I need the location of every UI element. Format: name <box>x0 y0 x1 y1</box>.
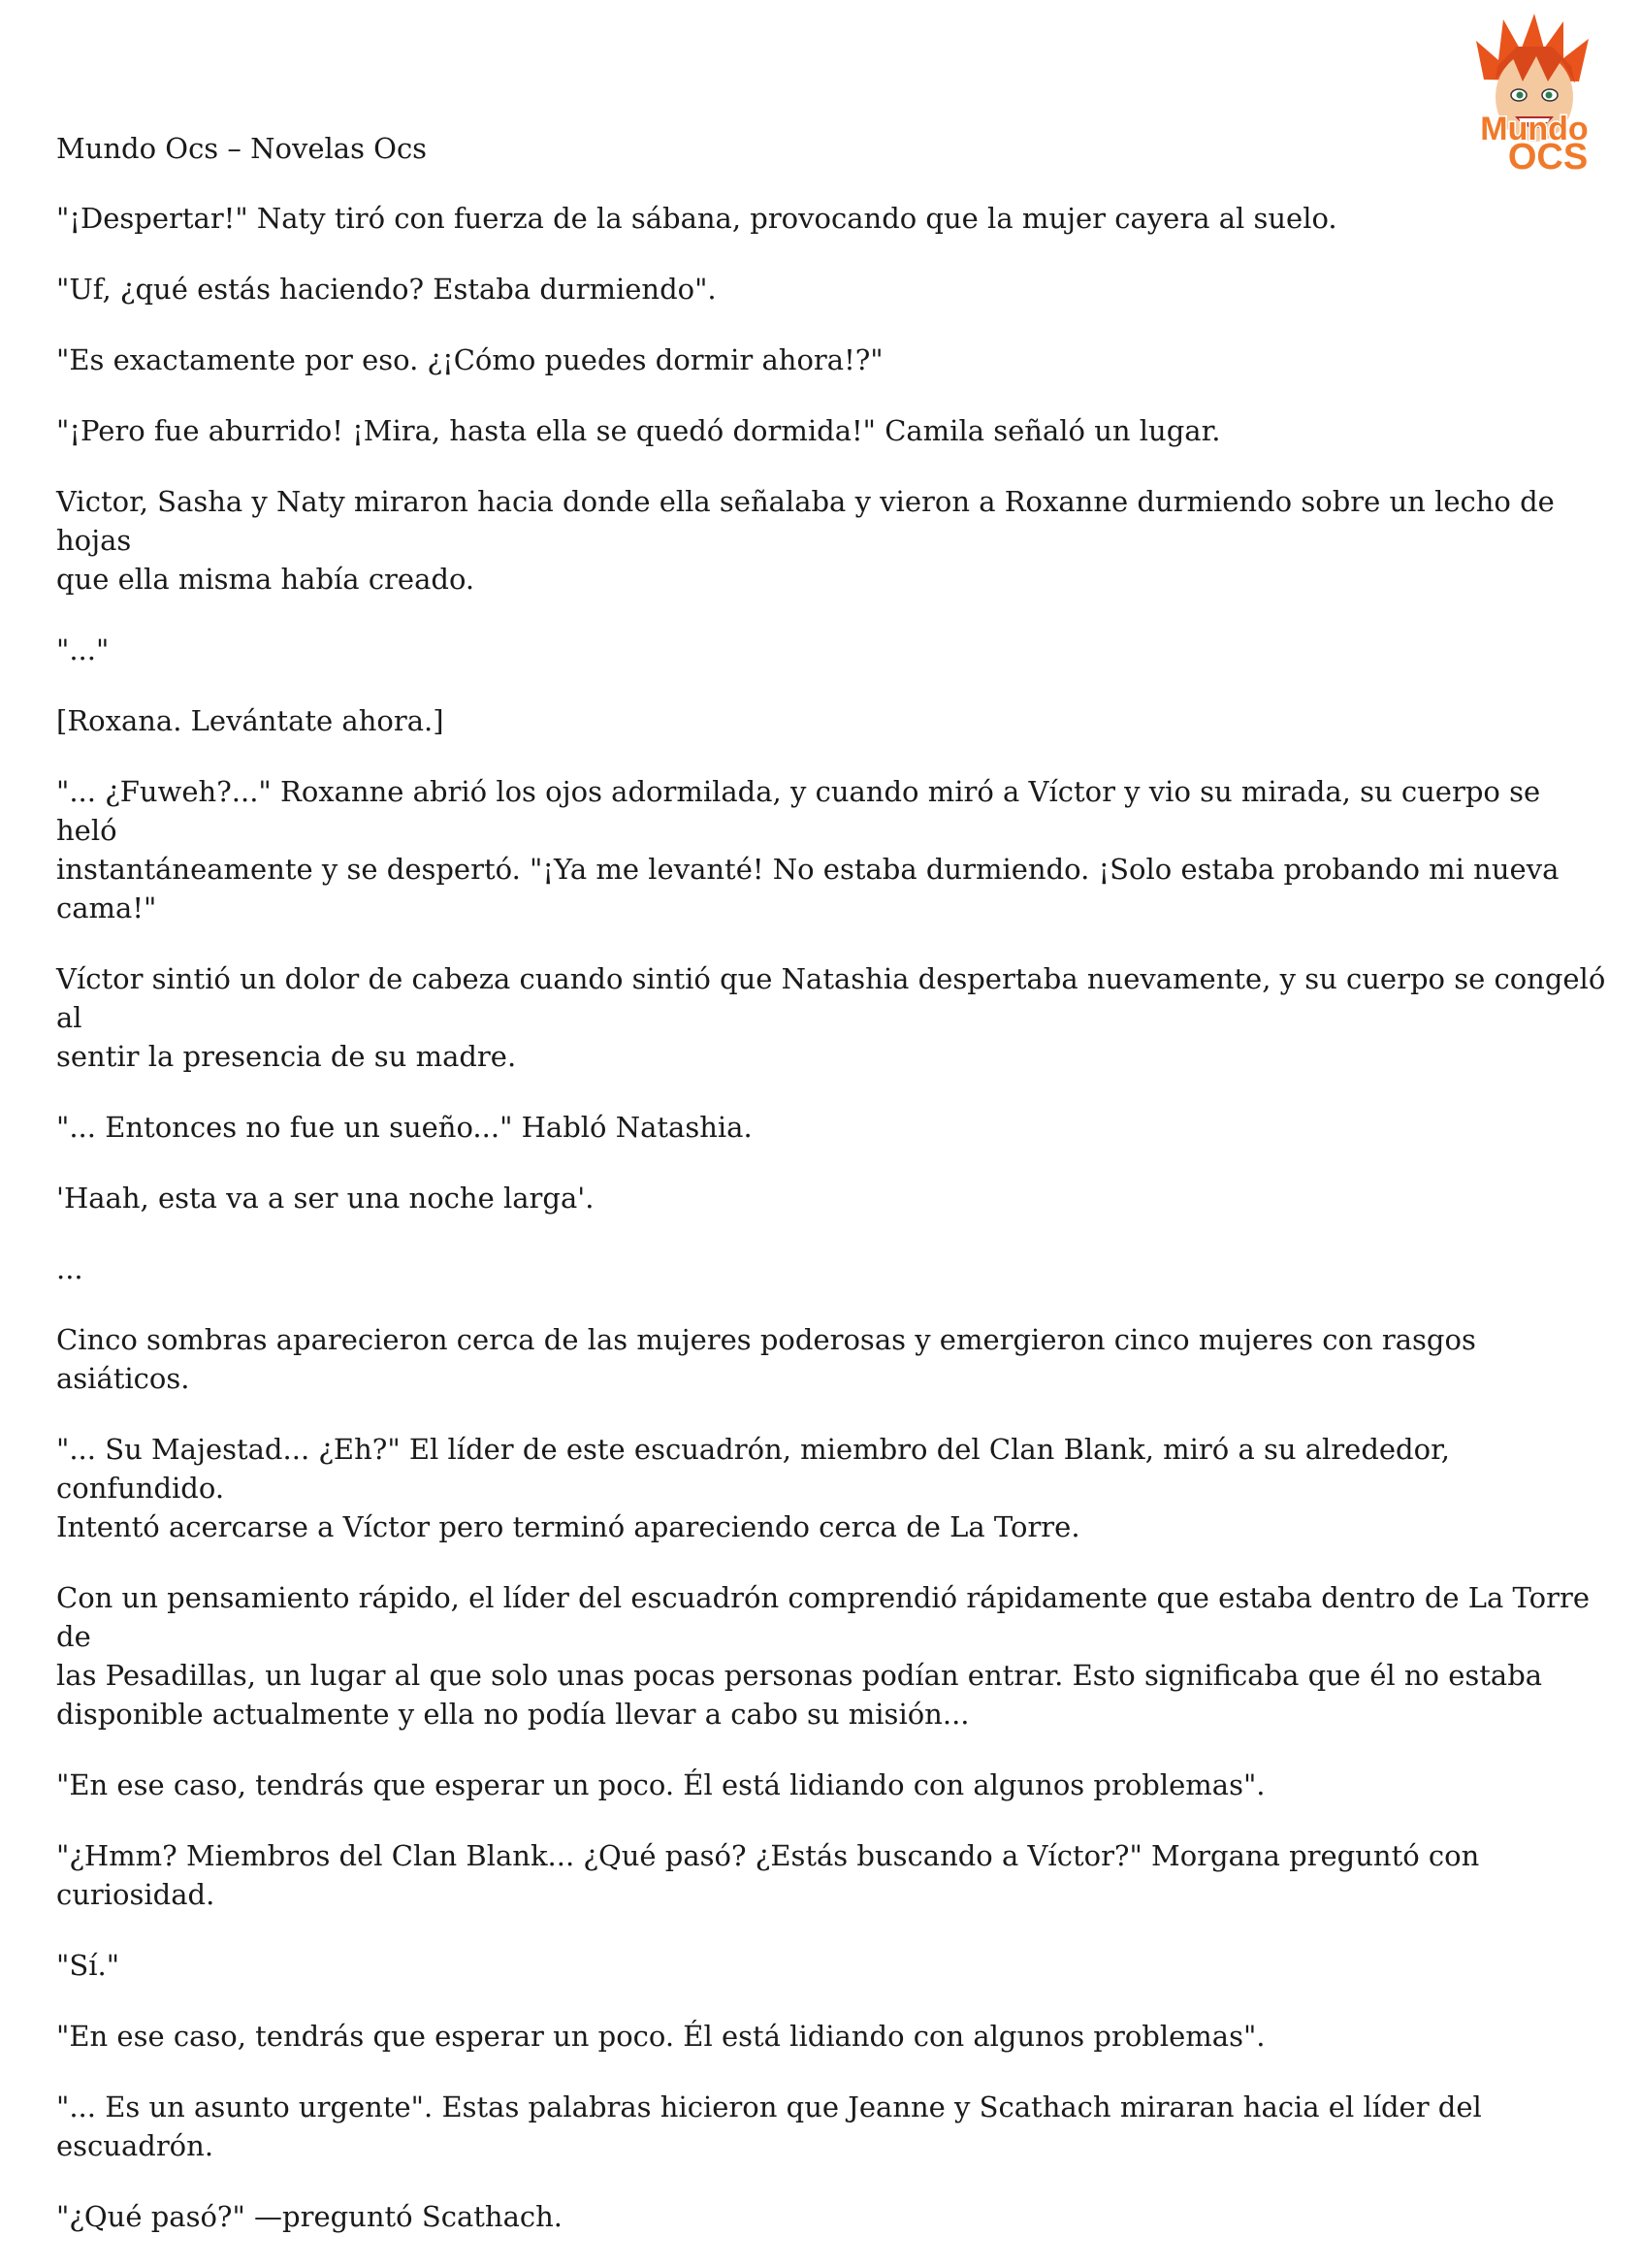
paragraph: "Uf, ¿qué estás haciendo? Estaba durmiendo". <box>56 273 717 306</box>
paragraph: "... ¿Fuweh?..." Roxanne abrió los ojos adormilada, y cuando miró a Víctor y vio su mirada, su cuerpo se heló instantáneamente y se despertó. "¡Ya me levanté! No estaba durmiendo. ¡Solo estaba probando mi nueva cama!" <box>56 775 1560 924</box>
paragraph: "... Entonces no fue un sueño..." Habló Natashia. <box>56 1111 753 1144</box>
paragraph: "¡Pero fue aburrido! ¡Mira, hasta ella se quedó dormida!" Camila señaló un lugar. <box>56 414 1221 447</box>
paragraph: "¿Qué pasó?" —preguntó Scathach. <box>56 2200 563 2233</box>
paragraph: "¿Hmm? Miembros del Clan Blank... ¿Qué pasó? ¿Estás buscando a Víctor?" Morgana preguntó con curiosidad. <box>56 1839 1480 1911</box>
paragraph: "¡Despertar!" Naty tiró con fuerza de la sábana, provocando que la mujer cayera al suelo. <box>56 202 1337 235</box>
paragraph: "..." <box>56 633 110 666</box>
paragraph: Con un pensamiento rápido, el líder del escuadrón comprendió rápidamente que estaba dentro de La Torre de las Pesadillas, un lugar al que solo unas pocas personas podían entrar. Esto significaba que él no estaba disponible actualmente y ella no podía llevar a cabo su misión... <box>56 1581 1590 1731</box>
paragraph: "... Es un asunto urgente". Estas palabras hicieron que Jeanne y Scathach miraran hacia el líder del escuadrón. <box>56 2090 1482 2162</box>
paragraph: Cinco sombras aparecieron cerca de las mujeres poderosas y emergieron cinco mujeres con rasgos asiáticos. <box>56 1323 1476 1395</box>
paragraph: "Sí." <box>56 1949 120 1982</box>
mascot-logo-icon <box>1455 12 1615 177</box>
document-header: Mundo Ocs – Novelas Ocs <box>56 132 428 165</box>
paragraph: Víctor sintió un dolor de cabeza cuando sintió que Natashia despertaba nuevamente, y su cuerpo se congeló al sentir la presencia de su madre. <box>56 962 1606 1073</box>
paragraph: ... <box>56 1252 83 1285</box>
paragraph: "Es exactamente por eso. ¿¡Cómo puedes dormir ahora!?" <box>56 343 884 376</box>
paragraph: Victor, Sasha y Naty miraron hacia donde ella señalaba y vieron a Roxanne durmiendo sobre un lecho de hojas que ella misma había creado. <box>56 485 1555 596</box>
paragraph: "... Su Majestad... ¿Eh?" El líder de este escuadrón, miembro del Clan Blank, miró a su alrededor, confundido. Intentó acercarse a Víctor pero terminó apareciendo cerca de La Torre. <box>56 1433 1450 1543</box>
paragraph: "En ese caso, tendrás que esperar un poco. Él está lidiando con algunos problemas". <box>56 2020 1266 2053</box>
logo-line2: OCS <box>1507 137 1589 177</box>
paragraph: "En ese caso, tendrás que esperar un poco. Él está lidiando con algunos problemas". <box>56 1768 1266 1801</box>
paragraph: [Roxana. Levántate ahora.] <box>56 704 444 737</box>
paragraph: 'Haah, esta va a ser una noche larga'. <box>56 1182 595 1215</box>
document-body <box>56 199 1608 2268</box>
logo-line1: Mundo <box>1480 111 1589 147</box>
